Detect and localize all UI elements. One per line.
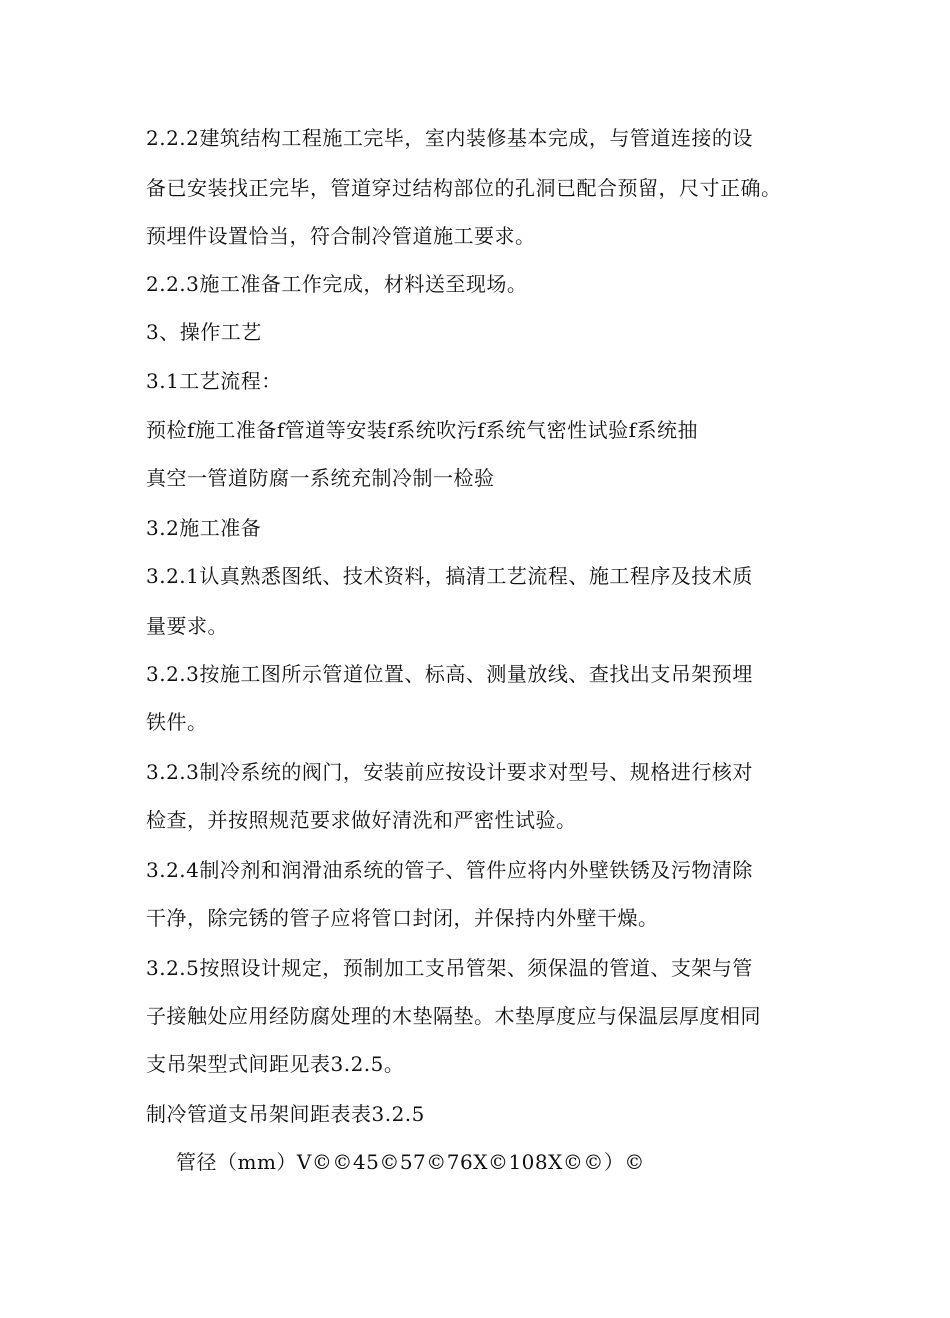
text-line: 预埋件设置恰当，符合制冷管道施工要求。 [146,224,536,248]
text-line: 2.2.2建筑结构工程施工完毕，室内装修基本完成，与管道连接的设 [146,126,753,150]
text-line: 量要求。 [146,614,228,638]
text-line: 铁件。 [146,710,208,734]
section-heading: 3、操作工艺 [146,320,262,344]
subsection-heading: 3.2施工准备 [146,516,262,540]
text-line: 干净，除完锈的管子应将管口封闭，并保持内外壁干燥。 [146,906,659,930]
text-line: 3.2.5按照设计规定，预制加工支吊管架、须保温的管道、支架与管 [146,956,753,980]
text-line: 3.2.3制冷系统的阀门，安装前应按设计要求对型号、规格进行核对 [146,760,753,784]
subsection-heading: 3.1工艺流程： [146,369,282,393]
text-line: 3.2.4制冷剂和润滑油系统的管子、管件应将内外壁铁锈及污物清除 [146,858,753,882]
text-line: 2.2.3施工准备工作完成，材料送至现场。 [146,272,528,296]
text-line: 检查，并按照规范要求做好清洗和严密性试验。 [146,808,577,832]
text-line: 子接触处应用经防腐处理的木垫隔垫。木垫厚度应与保温层厚度相同 [146,1004,761,1028]
text-line: 预检f施工准备f管道等安装f系统吹污f系统气密性试验f系统抽 [146,418,699,442]
text-line: 支吊架型式间距见表3.2.5。 [146,1052,405,1076]
table-caption: 制冷管道支吊架间距表表3.2.5 [146,1102,425,1126]
text-line: 备已安装找正完毕，管道穿过结构部位的孔洞已配合预留，尺寸正确。 [146,176,782,200]
text-line: 真空一管道防腐一系统充制冷制一检验 [146,466,495,490]
text-line: 3.2.3按施工图所示管道位置、标高、测量放线、查找出支吊架预埋 [146,662,753,686]
text-line: 3.2.1认真熟悉图纸、技术资料，搞清工艺流程、施工程序及技术质 [146,564,753,588]
table-header-row: 管径（mm）V©©45©57©76X©108X©©）© [176,1150,645,1174]
